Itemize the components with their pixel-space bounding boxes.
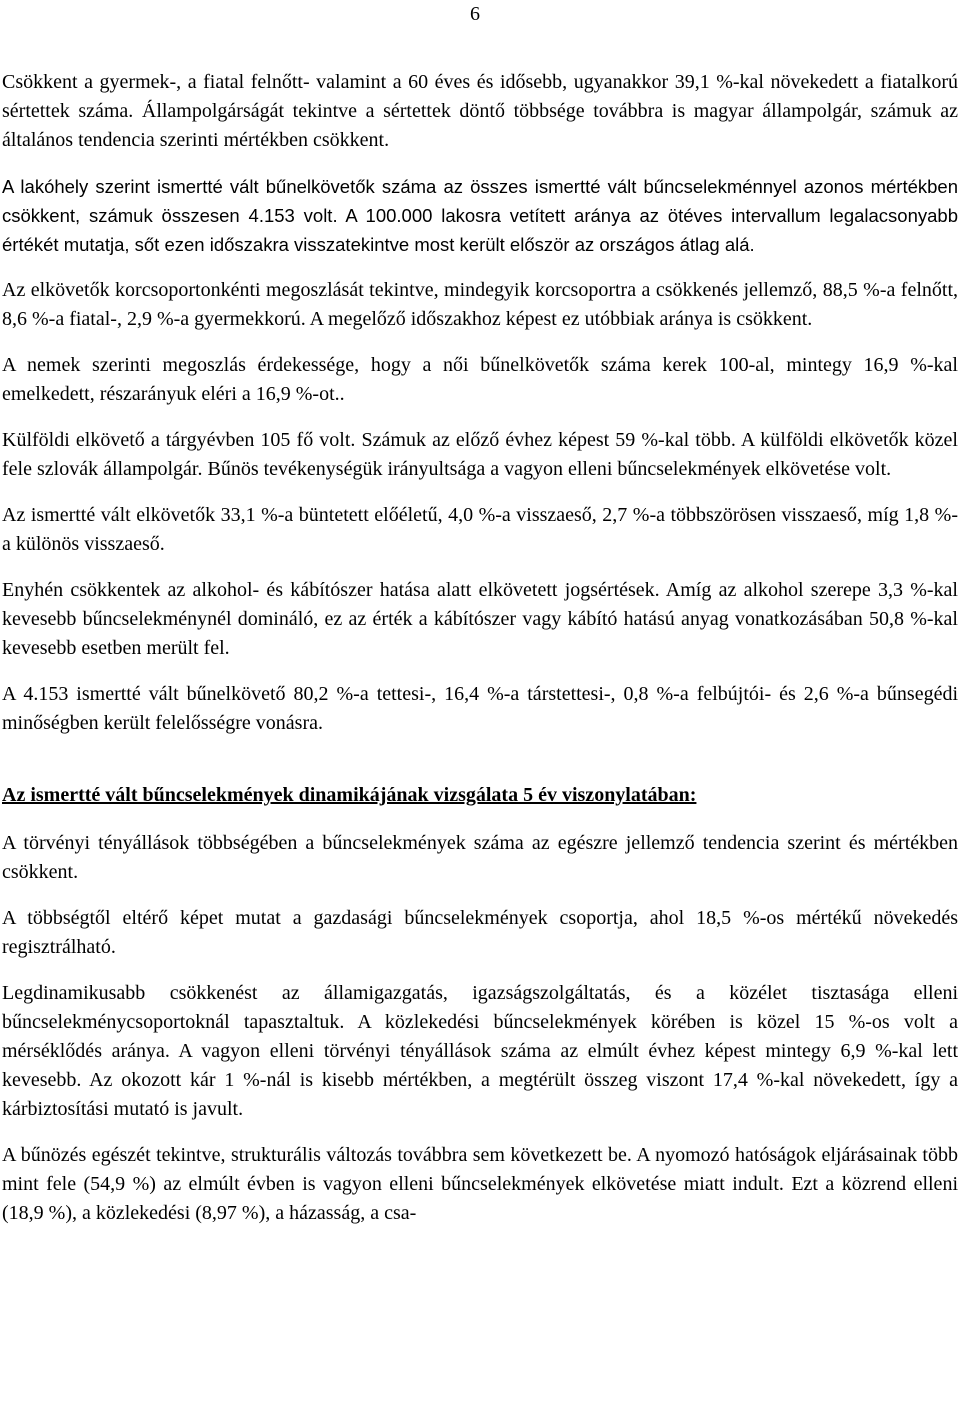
paragraph-perpetrator-roles: A 4.153 ismertté vált bűnelkövető 80,2 %-a tettesi-, 16,4 %-a társtettesi-, 0,8 %-a felbújtói- és 2,6 %-a bűnsegédi minőségben került felelősségre vonásra. [2, 683, 958, 734]
paragraph-victims: Csökkent a gyermek-, a fiatal felnőtt- valamint a 60 éves és idősebb, ugyanakkor 39,1 %-kal növekedett a fiatalkorú sértettek száma. Állampolgárságát tekintve a sértettek döntő többsége továbbra is magyar állampolgár, számuk az általános tendencia szerinti mértékben csökkent. [2, 71, 958, 151]
paragraph-most-dynamic-decrease: Legdinamikusabb csökkenést az államigazgatás, igazságszolgáltatás, és a közélet tisztasága elleni bűncselekménycsoportoknál tapasztaltuk. A közlekedési bűncselekmények körében is közel 15 %-os volt a mérséklődés aránya. A vagyon elleni törvényi tényállások száma az elmúlt évhez képest mintegy 6,9 %-kal lett kevesebb. Az okozott kár 1 %-nál is kisebb mértékben, a megtérült összeg viszont 17,4 %-kal növekedett, így a kárbiztosítási mutató is javult. [2, 982, 958, 1120]
paragraph-foreign-offenders: Külföldi elkövető a tárgyévben 105 fő volt. Számuk az előző évhez képest 59 %-kal több. A külföldi elkövetők közel fele szlovák állampolgár. Bűnös tevékenységük irányultsága a vagyon elleni bűncselekmények elkövetése volt. [2, 429, 958, 480]
paragraph-structural-change: A bűnözés egészét tekintve, strukturális változás továbbra sem következett be. A nyomozó hatóságok eljárásainak több mint fele (54,9 %) az elmúlt évben is vagyon elleni bűncselekmények elkövetése miatt indult. Ezt a közrend elleni (18,9 %), a közlekedési (8,97 %), a házasság, a csa- [2, 1144, 958, 1224]
paragraph-alcohol-drugs: Enyhén csökkentek az alkohol- és kábítószer hatása alatt elkövetett jogsértések. Amíg az alkohol szerepe 3,3 %-kal kevesebb bűncselekménynél domináló, ez az érték a kábítószer vagy kábító hatású anyag vonatkozásában 50,8 %-kal kevesebb esetben merült fel. [2, 579, 958, 659]
paragraph-gender: A nemek szerinti megoszlás érdekessége, hogy a női bűnelkövetők száma kerek 100-al, mintegy 16,9 %-kal emelkedett, részarányuk eléri a 16,9 %-ot.. [2, 354, 958, 405]
paragraph-offenders-residence: A lakóhely szerint ismertté vált bűnelkövetők száma az összes ismertté vált bűncselekménnyel azonos mértékben csökkent, számuk összesen 4.153 volt. A 100.000 lakosra vetített aránya az ötéves intervallum legalacsonyabb értékét mutatja, sőt ezen időszakra visszatekintve most került először az országos átlag alá. [2, 176, 958, 255]
paragraph-age-groups: Az elkövetők korcsoportonkénti megoszlását tekintve, mindegyik korcsoportra a csökkenés jellemző, 88,5 %-a felnőtt, 8,6 %-a fiatal-, 2,9 %-a gyermekkorú. A megelőző időszakhoz képest ez utóbbiak aránya is csökkent. [2, 279, 958, 330]
paragraph-statutory-trend: A törvényi tényállások többségében a bűncselekmények száma az egészre jellemző tendencia szerint és mértékben csökkent. [2, 832, 958, 883]
paragraph-economic-crimes: A többségtől eltérő képet mutat a gazdasági bűncselekmények csoportja, ahol 18,5 %-os mértékű növekedés regisztrálható. [2, 907, 958, 958]
paragraph-criminal-record: Az ismertté vált elkövetők 33,1 %-a büntetett előéletű, 4,0 %-a visszaeső, 2,7 %-a többszörösen visszaeső, míg 1,8 %-a különös visszaeső. [2, 504, 958, 555]
section-heading: Az ismertté vált bűncselekmények dinamikájának vizsgálata 5 év viszonylatában: [2, 784, 697, 806]
page-number: 6 [470, 3, 480, 25]
document-body [2, 68, 958, 1245]
